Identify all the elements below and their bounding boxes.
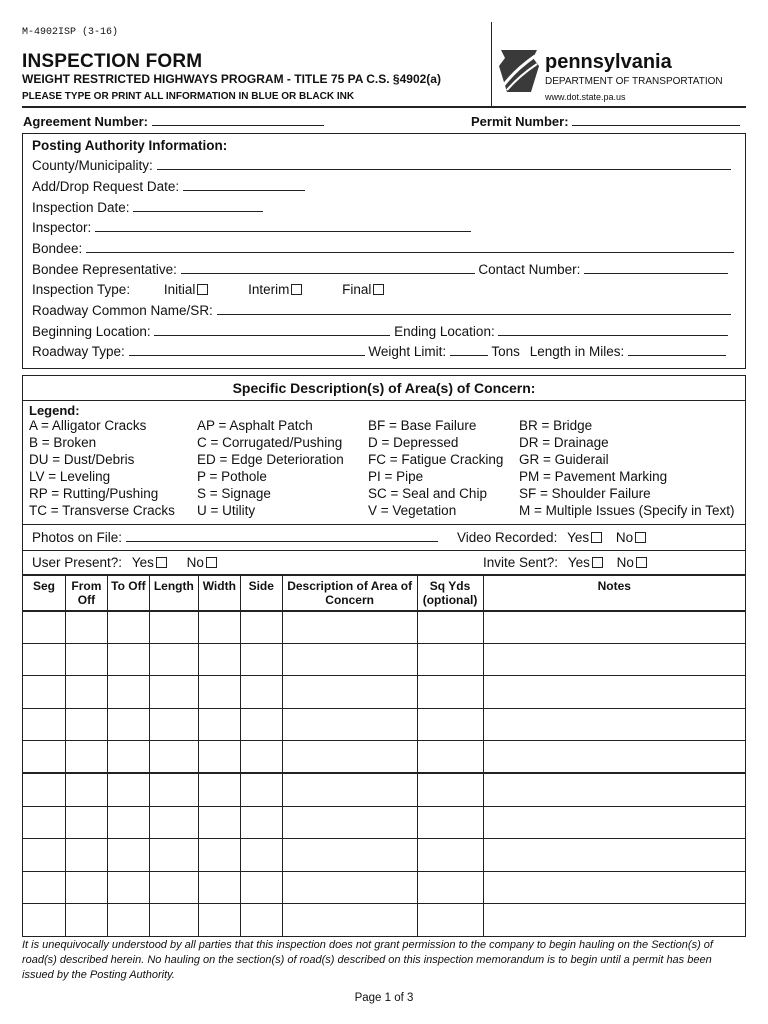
table-cell[interactable]	[23, 806, 66, 839]
invite-label: Invite Sent?:	[483, 555, 559, 570]
photos-line[interactable]	[126, 530, 438, 542]
col-header-length: Length	[149, 576, 198, 611]
inspector-label: Inspector:	[32, 220, 92, 235]
ink-instruction: PLEASE TYPE OR PRINT ALL INFORMATION IN BLUE OR BLACK INK	[22, 91, 355, 102]
type-interim-checkbox[interactable]	[291, 284, 302, 295]
inspection-date-line[interactable]	[133, 200, 263, 212]
permit-number-line[interactable]	[572, 114, 740, 126]
table-cell[interactable]	[282, 904, 417, 937]
legend-entry: A = Alligator Cracks	[29, 418, 147, 433]
table-cell[interactable]	[65, 611, 107, 644]
col-header-description: Description of Area of Concern	[282, 576, 417, 611]
table-cell[interactable]	[483, 904, 745, 937]
table-cell[interactable]	[107, 839, 149, 872]
inspection-type-row	[32, 282, 384, 297]
table-cell[interactable]	[107, 643, 149, 676]
table-row	[23, 708, 746, 741]
ending-location-label: Ending Location:	[394, 324, 495, 339]
legend-title: Legend:	[29, 403, 80, 418]
agreement-number-label: Agreement Number:	[23, 114, 148, 129]
col-header-from-off: From Off	[65, 576, 107, 611]
roadway-type-row	[32, 344, 726, 359]
county-label: County/Municipality:	[32, 158, 153, 173]
table-cell[interactable]	[417, 708, 483, 741]
legend-entry: AP = Asphalt Patch	[197, 418, 313, 433]
table-row	[23, 871, 746, 904]
table-cell[interactable]	[107, 871, 149, 904]
table-cell[interactable]	[483, 806, 745, 839]
table-cell[interactable]	[240, 806, 282, 839]
contact-number-label: Contact Number:	[478, 262, 581, 277]
table-cell[interactable]	[240, 611, 282, 644]
table-cell[interactable]	[282, 708, 417, 741]
legend-entry: PM = Pavement Marking	[519, 469, 668, 484]
type-final-label: Final	[342, 282, 372, 297]
inspection-date-field[interactable]	[32, 200, 263, 215]
table-cell[interactable]	[483, 708, 745, 741]
table-cell[interactable]	[483, 871, 745, 904]
legend-entry: U = Utility	[197, 503, 256, 518]
table-cell[interactable]	[483, 611, 745, 644]
table-cell[interactable]	[483, 741, 745, 774]
add-drop-label: Add/Drop Request Date:	[32, 179, 180, 194]
legend-entry: V = Vegetation	[368, 503, 457, 518]
table-cell[interactable]	[417, 741, 483, 774]
photos-divider	[23, 550, 745, 551]
posting-authority-section	[22, 133, 746, 369]
table-cell[interactable]	[417, 773, 483, 806]
legend-entry: FC = Fatigue Cracking	[368, 452, 504, 467]
table-row	[23, 643, 746, 676]
legend-entry: SF = Shoulder Failure	[519, 486, 651, 501]
disclaimer-text: It is unequivocally understood by all parties that this inspection does not grant permission to the company to begin hauling on the Section(s) of road(s) described herein. No hauling on the section(s) of road(s) described on this inspection memorandum is to begin until a permit has been issued by the Posting Authority.	[22, 939, 713, 981]
beginning-location-line[interactable]	[154, 324, 390, 336]
user-yes-label: Yes	[131, 555, 154, 570]
inspector-line[interactable]	[95, 220, 471, 232]
user-no-checkbox[interactable]	[206, 557, 217, 568]
concern-heading: Specific Description(s) of Area(s) of Concern:	[23, 376, 745, 401]
bondee-rep-row	[32, 262, 728, 277]
col-header-notes: Notes	[483, 576, 745, 611]
keystone-logo-icon	[497, 48, 541, 93]
brand-name: pennsylvania	[545, 51, 672, 73]
table-cell[interactable]	[23, 708, 66, 741]
location-row	[32, 324, 728, 339]
legend-entry: S = Signage	[197, 486, 271, 501]
video-no-label: No	[615, 530, 634, 545]
table-cell[interactable]	[149, 643, 198, 676]
table-cell[interactable]	[240, 871, 282, 904]
table-cell[interactable]	[65, 806, 107, 839]
invite-no-label: No	[616, 555, 634, 570]
user-yes-checkbox[interactable]	[156, 557, 167, 568]
photos-label: Photos on File:	[32, 530, 123, 545]
table-cell[interactable]	[149, 871, 198, 904]
user-no-label: No	[186, 555, 204, 570]
table-cell[interactable]	[149, 773, 198, 806]
table-cell[interactable]	[107, 741, 149, 774]
legend-entry: RP = Rutting/Pushing	[29, 486, 159, 501]
table-cell[interactable]	[107, 708, 149, 741]
legend-entry: SC = Seal and Chip	[368, 486, 487, 501]
col-header-sq-yds: Sq Yds (optional)	[417, 576, 483, 611]
header-rule	[22, 106, 746, 108]
invite-yes-label: Yes	[567, 555, 590, 570]
table-cell[interactable]	[107, 773, 149, 806]
table-cell[interactable]	[149, 708, 198, 741]
table-cell[interactable]	[23, 643, 66, 676]
table-row	[23, 806, 746, 839]
table-cell[interactable]	[107, 611, 149, 644]
header-divider	[491, 22, 492, 106]
table-row	[23, 773, 746, 806]
agreement-number-line[interactable]	[152, 114, 324, 126]
table-cell[interactable]	[282, 643, 417, 676]
website-link[interactable]: www.dot.state.pa.us	[545, 92, 626, 102]
table-cell[interactable]	[107, 676, 149, 709]
video-yes-label: Yes	[567, 530, 590, 545]
inspection-type-label: Inspection Type:	[32, 282, 131, 297]
table-cell[interactable]	[198, 871, 240, 904]
legend-entry: PI = Pipe	[368, 469, 424, 484]
table-cell[interactable]	[23, 741, 66, 774]
table-cell[interactable]	[240, 904, 282, 937]
legend-entry: BF = Base Failure	[368, 418, 477, 433]
legend-entry: GR = Guiderail	[519, 452, 609, 467]
table-cell[interactable]	[417, 676, 483, 709]
video-recorded-row	[457, 530, 646, 545]
table-cell[interactable]	[282, 839, 417, 872]
table-cell[interactable]	[198, 773, 240, 806]
table-cell[interactable]	[149, 806, 198, 839]
table-cell[interactable]	[240, 773, 282, 806]
table-cell[interactable]	[483, 773, 745, 806]
type-interim-label: Interim	[248, 282, 290, 297]
table-cell[interactable]	[149, 611, 198, 644]
table-cell[interactable]	[198, 839, 240, 872]
contact-number-line[interactable]	[584, 262, 728, 274]
ending-location-line[interactable]	[498, 324, 728, 336]
table-cell[interactable]	[240, 741, 282, 774]
table-cell[interactable]	[198, 806, 240, 839]
user-present-row	[32, 555, 217, 570]
area-of-concern-section	[22, 375, 746, 575]
department-name: DEPARTMENT OF TRANSPORTATION	[545, 76, 723, 87]
agreement-number-field[interactable]	[23, 114, 324, 129]
legend-entry: B = Broken	[29, 435, 97, 450]
table-cell[interactable]	[240, 676, 282, 709]
legend-entry: LV = Leveling	[29, 469, 111, 484]
roadway-type-line[interactable]	[129, 344, 365, 356]
table-cell[interactable]	[198, 904, 240, 937]
bondee-line[interactable]	[86, 241, 734, 253]
table-cell[interactable]	[23, 773, 66, 806]
table-cell[interactable]	[282, 806, 417, 839]
legend-entry: DU = Dust/Debris	[29, 452, 135, 467]
table-cell[interactable]	[417, 839, 483, 872]
bondee-rep-label: Bondee Representative:	[32, 262, 177, 277]
table-cell[interactable]	[149, 839, 198, 872]
table-cell[interactable]	[240, 839, 282, 872]
length-miles-label: Length in Miles:	[529, 344, 625, 359]
table-cell[interactable]	[198, 708, 240, 741]
col-header-seg: Seg	[23, 576, 66, 611]
table-cell[interactable]	[417, 904, 483, 937]
add-drop-date-field[interactable]	[32, 179, 305, 194]
inspection-table	[22, 575, 746, 937]
invite-no-checkbox[interactable]	[636, 557, 647, 568]
type-final-checkbox[interactable]	[373, 284, 384, 295]
page-number: Page 1 of 3	[354, 992, 414, 1004]
form-code: M-4902ISP (3-16)	[22, 27, 119, 38]
table-row	[23, 904, 746, 937]
table-cell[interactable]	[107, 904, 149, 937]
table-cell[interactable]	[23, 871, 66, 904]
table-cell[interactable]	[282, 611, 417, 644]
table-row	[23, 676, 746, 709]
type-initial-checkbox[interactable]	[197, 284, 208, 295]
table-cell[interactable]	[240, 643, 282, 676]
table-cell[interactable]	[65, 643, 107, 676]
col-header-side: Side	[240, 576, 282, 611]
table-cell[interactable]	[65, 676, 107, 709]
legend-entry: D = Depressed	[368, 435, 459, 450]
table-cell[interactable]	[149, 676, 198, 709]
permit-number-field[interactable]	[471, 114, 740, 129]
table-cell[interactable]	[417, 871, 483, 904]
col-header-to-off: To Off	[107, 576, 149, 611]
table-cell[interactable]	[198, 611, 240, 644]
video-label: Video Recorded:	[457, 530, 558, 545]
inspector-field[interactable]	[32, 220, 471, 235]
permit-number-label: Permit Number:	[471, 114, 569, 129]
form-title: INSPECTION FORM	[22, 51, 203, 72]
table-row	[23, 741, 746, 774]
user-present-label: User Present?:	[32, 555, 123, 570]
beginning-location-label: Beginning Location:	[32, 324, 151, 339]
table-cell[interactable]	[149, 741, 198, 774]
table-cell[interactable]	[282, 871, 417, 904]
table-cell[interactable]	[417, 643, 483, 676]
table-cell[interactable]	[65, 904, 107, 937]
table-cell[interactable]	[282, 676, 417, 709]
inspection-date-label: Inspection Date:	[32, 200, 130, 215]
table-cell[interactable]	[483, 643, 745, 676]
legend-entry: TC = Transverse Cracks	[29, 503, 175, 518]
table-row	[23, 611, 746, 644]
table-cell[interactable]	[65, 773, 107, 806]
table-cell[interactable]	[483, 839, 745, 872]
table-cell[interactable]	[198, 741, 240, 774]
table-cell[interactable]	[483, 676, 745, 709]
posting-authority-heading: Posting Authority Information:	[32, 138, 228, 153]
table-cell[interactable]	[240, 708, 282, 741]
add-drop-line[interactable]	[183, 179, 305, 191]
legend-entry: C = Corrugated/Pushing	[197, 435, 343, 450]
county-field[interactable]	[32, 158, 731, 173]
table-cell[interactable]	[107, 806, 149, 839]
table-cell[interactable]	[23, 611, 66, 644]
tons-label: Tons	[491, 344, 520, 359]
bondee-rep-line[interactable]	[181, 262, 475, 274]
roadway-name-line[interactable]	[217, 303, 731, 315]
roadway-name-field[interactable]	[32, 303, 731, 318]
legend-divider	[23, 524, 745, 525]
weight-limit-line[interactable]	[450, 344, 488, 356]
table-cell[interactable]	[417, 611, 483, 644]
table-cell[interactable]	[65, 708, 107, 741]
table-cell[interactable]	[198, 676, 240, 709]
program-subtitle: WEIGHT RESTRICTED HIGHWAYS PROGRAM - TITLE 75 PA C.S. §4902(a)	[22, 72, 441, 86]
bondee-field[interactable]	[32, 241, 734, 256]
roadway-name-label: Roadway Common Name/SR:	[32, 303, 213, 318]
table-cell[interactable]	[417, 806, 483, 839]
table-cell[interactable]	[282, 773, 417, 806]
table-cell[interactable]	[65, 839, 107, 872]
legend-entry: BR = Bridge	[519, 418, 593, 433]
table-cell[interactable]	[65, 871, 107, 904]
legend-entry: P = Pothole	[197, 469, 267, 484]
legend-entry: M = Multiple Issues (Specify in Text)	[519, 503, 735, 518]
invite-sent-row	[483, 555, 647, 570]
table-cell[interactable]	[23, 904, 66, 937]
type-initial-label: Initial	[163, 282, 196, 297]
col-header-width: Width	[198, 576, 240, 611]
roadway-type-label: Roadway Type:	[32, 344, 125, 359]
table-row	[23, 839, 746, 872]
table-cell[interactable]	[23, 839, 66, 872]
table-cell[interactable]	[282, 741, 417, 774]
length-miles-line[interactable]	[628, 344, 726, 356]
video-no-checkbox[interactable]	[635, 532, 646, 543]
table-header-row	[23, 576, 746, 611]
table-cell[interactable]	[65, 741, 107, 774]
table-cell[interactable]	[23, 676, 66, 709]
bondee-label: Bondee:	[32, 241, 83, 256]
legend-entry: DR = Drainage	[519, 435, 609, 450]
photos-on-file-field[interactable]	[32, 530, 438, 545]
county-line[interactable]	[157, 158, 731, 170]
invite-yes-checkbox[interactable]	[592, 557, 603, 568]
table-cell[interactable]	[149, 904, 198, 937]
legend-entry: ED = Edge Deterioration	[197, 452, 344, 467]
weight-limit-label: Weight Limit:	[368, 344, 447, 359]
table-cell[interactable]	[198, 643, 240, 676]
video-yes-checkbox[interactable]	[591, 532, 602, 543]
